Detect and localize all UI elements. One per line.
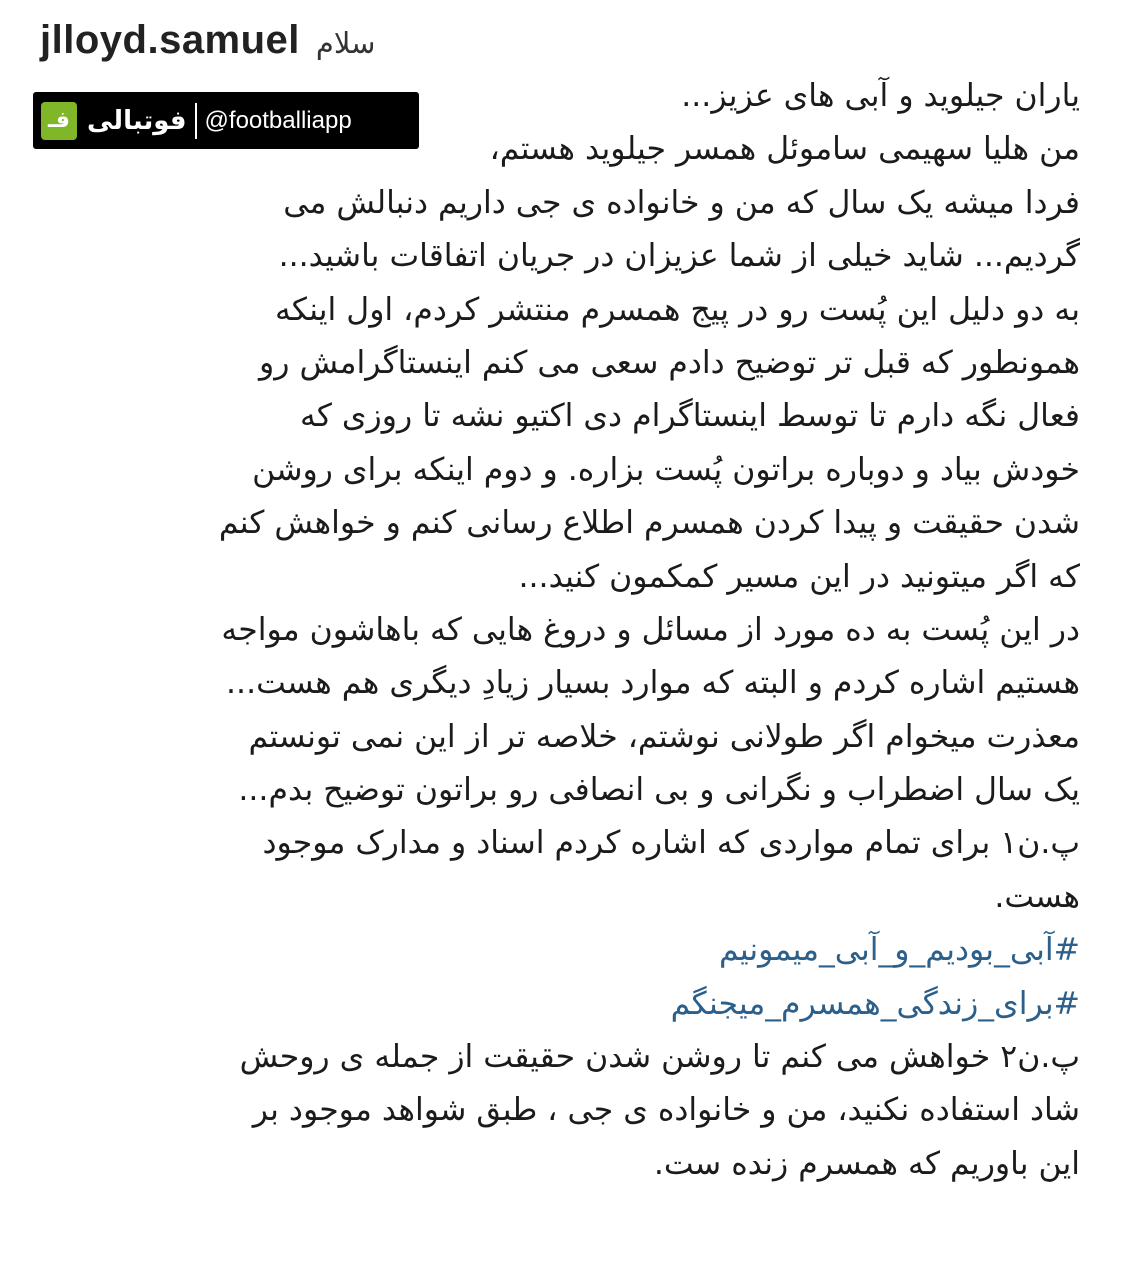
footballi-logo-icon: فـ — [41, 102, 77, 140]
caption-line: که اگر میتونید در این مسیر کمکمون کنید... — [518, 558, 1080, 595]
caption-line: هستیم اشاره کردم و البته که موارد بسیار زیادِ دیگری هم هست... — [226, 665, 1080, 702]
hashtag-link[interactable]: #برای_زندگی_همسرم_میجنگم — [670, 985, 1080, 1022]
caption-line: هست. — [994, 878, 1080, 915]
caption-line: پ.ن۲ خواهش می کنم تا روشن شدن حقیقت از جمله ی روحش — [239, 1039, 1080, 1076]
caption-line: پ.ن۱ برای تمام مواردی که اشاره کردم اسناد و مدارک موجود — [262, 825, 1080, 862]
caption-greeting: سلام — [315, 26, 376, 60]
caption-line: این باوریم که همسرم زنده ست. — [653, 1145, 1080, 1182]
caption-line: شدن حقیقت و پیدا کردن همسرم اطلاع رسانی کنم و خواهش کنم — [218, 505, 1080, 542]
caption-line: معذرت میخوام اگر طولانی نوشتم، خلاصه تر از این نمی تونستم — [248, 718, 1080, 755]
caption-line: گردیم... شاید خیلی از شما عزیزان در جریان اتفاقات باشید... — [278, 238, 1080, 275]
hashtag-link[interactable]: #آبی_بودیم_و_آبی_میمونیم — [718, 932, 1080, 969]
caption-line: فعال نگه دارم تا توسط اینستاگرام دی اکتیو نشه تا روزی که — [300, 398, 1080, 435]
caption-line: خودش بیاد و دوباره براتون پُست بزاره. و دوم اینکه برای روشن — [252, 451, 1080, 488]
caption-line: شاد استفاده نکنید، من و خانواده ی جی ، طبق شواهد موجود بر — [252, 1092, 1080, 1129]
footballi-watermark — [33, 92, 419, 149]
caption-line: به دو دلیل این پُست رو در پیج همسرم منتشر کردم، اول اینکه — [274, 291, 1080, 328]
post-caption — [40, 70, 1080, 1191]
caption-line: در این پُست به ده مورد از مسائل و دروغ هایی که باهاشون مواجه — [221, 611, 1080, 648]
watermark-handle: @footballiapp — [204, 106, 352, 134]
caption-line: من هلیا سهیمی ساموئل همسر جیلوید هستم، — [489, 131, 1080, 168]
username-link[interactable]: jlloyd.samuel — [40, 18, 300, 62]
caption-line: یاران جیلوید و آبی های عزیز... — [681, 78, 1080, 114]
watermark-brand: فوتبالی — [87, 105, 187, 136]
caption-line: یک سال اضطراب و نگرانی و بی انصافی رو براتون توضیح بدم... — [238, 772, 1080, 809]
caption-line: فردا میشه یک سال که من و خانواده ی جی داریم دنبالش می — [283, 184, 1080, 221]
caption-line: همونطور که قبل تر توضیح دادم سعی می کنم اینستاگرامش رو — [259, 344, 1080, 381]
watermark-divider — [195, 103, 197, 139]
post-header — [40, 18, 375, 68]
